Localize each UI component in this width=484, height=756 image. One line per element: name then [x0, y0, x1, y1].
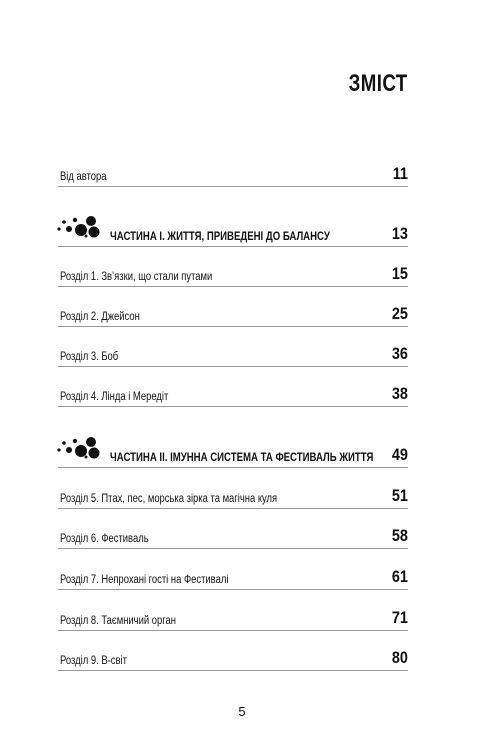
toc-entry-page: 51 [391, 486, 408, 505]
toc-entry-page: 71 [391, 608, 408, 627]
toc-entry-label: Розділ 3. Боб [60, 351, 119, 363]
toc-entry-part-2[interactable] [58, 443, 408, 468]
page-number: 5 [238, 704, 246, 719]
toc-entry-page: 25 [391, 304, 408, 323]
toc-entry-chapter-4[interactable] [58, 382, 408, 407]
toc-entry-label: Розділ 5. Птах, пес, морська зірка та магічна куля [60, 493, 278, 505]
toc-entry-chapter-8[interactable] [58, 606, 408, 631]
toc-entry-page: 58 [391, 526, 408, 545]
toc-entry-page: 36 [391, 344, 408, 363]
toc-entry-label: Розділ 6. Фестиваль [60, 533, 149, 545]
toc-entry-chapter-2[interactable] [58, 302, 408, 327]
toc-entry-label: Розділ 7. Непрохані гості на Фестивалі [60, 574, 229, 586]
toc-entry-chapter-1[interactable] [58, 262, 408, 287]
toc-entry-label: Розділ 1. Зв’язки, що стали путами [60, 271, 213, 283]
bubbles-icon [56, 214, 106, 245]
page-title: ЗМІСТ [349, 70, 408, 97]
toc-entry-chapter-7[interactable] [58, 565, 408, 590]
toc-entry-label: Від автора [60, 171, 107, 183]
toc-entry-label: Розділ 8. Таємничий орган [60, 615, 176, 627]
toc-entry-label: Розділ 9. В-світ [60, 655, 127, 667]
toc-entry-page: 49 [391, 445, 408, 464]
toc-entry-label: Розділ 2. Джейсон [60, 311, 140, 323]
toc-entry-label: ЧАСТИНА II. ІМУННА СИСТЕМА ТА ФЕСТИВАЛЬ ЖИТТЯ [110, 450, 374, 464]
toc-entry-label: Розділ 4. Лінда і Мередіт [60, 391, 169, 403]
toc-entry-page: 61 [391, 567, 408, 586]
toc-entry-page: 13 [391, 224, 408, 243]
toc-entry-label: ЧАСТИНА I. ЖИТТЯ, ПРИВЕДЕНІ ДО БАЛАНСУ [110, 229, 330, 243]
toc-entry-page: 80 [391, 648, 408, 667]
toc-entry-chapter-6[interactable] [58, 524, 408, 549]
toc-entry-page: 15 [391, 264, 408, 283]
toc-entry-page: 11 [392, 164, 408, 183]
toc-entry-chapter-9[interactable] [58, 646, 408, 671]
toc-entry-chapter-5[interactable] [58, 484, 408, 509]
toc-entry-part-1[interactable] [58, 222, 408, 247]
toc-entry-chapter-3[interactable] [58, 342, 408, 367]
toc-entry-page: 38 [391, 384, 408, 403]
toc-entry-author[interactable] [58, 162, 408, 187]
bubbles-icon [56, 435, 106, 466]
